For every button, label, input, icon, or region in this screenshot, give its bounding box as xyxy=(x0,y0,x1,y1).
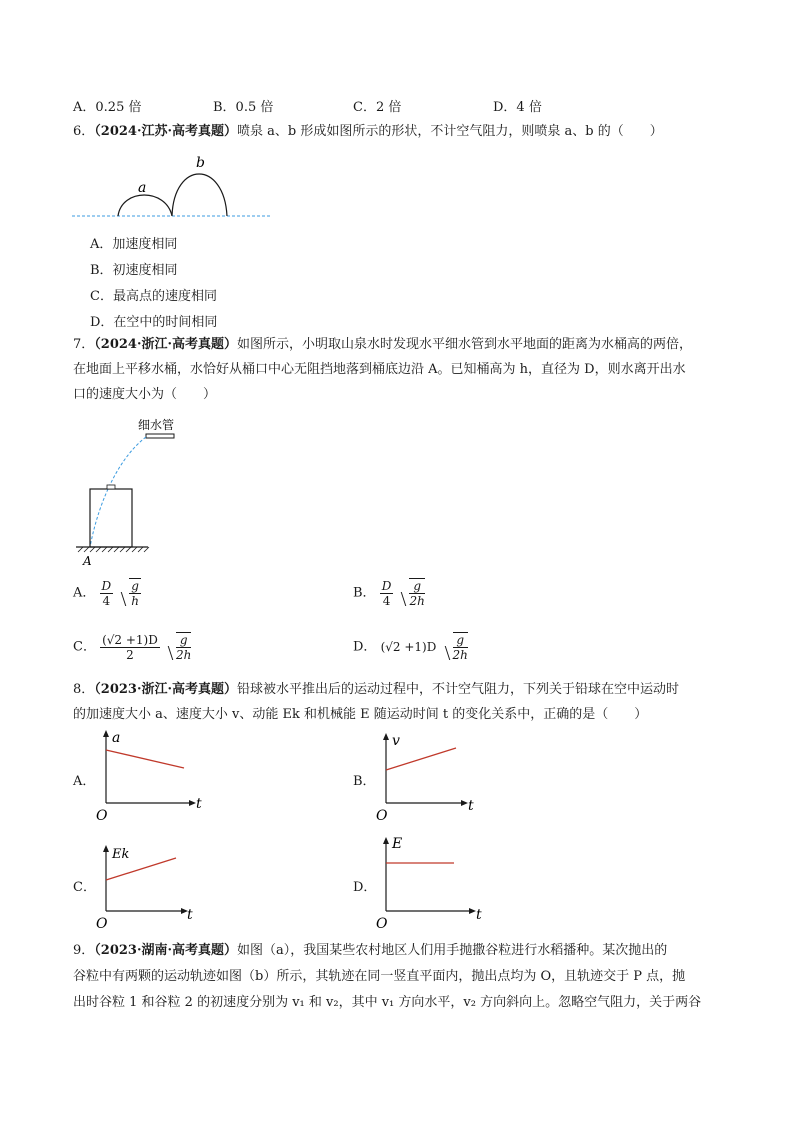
q5-option-d: D．4 倍 xyxy=(493,100,542,115)
graph-a-xlabel: t xyxy=(196,796,202,812)
bucket xyxy=(90,489,132,547)
q9-source: （2023·湖南·高考真题） xyxy=(94,943,238,958)
q6-stem xyxy=(73,123,663,141)
point-a-label: A xyxy=(83,554,92,568)
q6-option-d: D．在空中的时间相同 xyxy=(90,315,218,330)
q7-option-c xyxy=(73,632,191,662)
q7-option-c-sqrt: $\frac{g}{2h}$ xyxy=(166,632,191,662)
q5-option-a: A．0.25 倍 xyxy=(73,100,142,115)
pipe-label: 细水管 xyxy=(138,418,175,432)
q8-graph-a xyxy=(92,728,212,823)
graph-c-origin: O xyxy=(96,916,108,932)
q6-fountain-figure xyxy=(70,150,280,225)
bucket-mouth xyxy=(107,485,115,489)
q9-stem-line1 xyxy=(73,942,667,960)
q6-stem-text: 喷泉 a、b 形成如图所示的形状，不计空气阻力，则喷泉 a、b 的（ ） xyxy=(237,124,663,139)
q8-option-d-label: D． xyxy=(353,880,377,895)
q7-option-a-fraction: $\frac{D}{4}$ xyxy=(101,578,112,608)
graph-d-origin: O xyxy=(376,916,388,932)
graph-c-xlabel: t xyxy=(187,907,193,923)
q7-bucket-figure xyxy=(70,415,210,570)
q7-option-d xyxy=(353,632,468,662)
ground-hatch xyxy=(78,547,149,552)
q9-stem-line3: 出时谷粒 1 和谷粒 2 的初速度分别为 v₁ 和 v₂，其中 v₁ 方向水平，v₂ 方向斜向上。忽略空气阻力，关于两谷 xyxy=(73,995,702,1010)
q7-number: 7． xyxy=(73,337,95,352)
q7-option-c-prefix: C． xyxy=(73,639,96,655)
graph-a-origin: O xyxy=(96,808,108,824)
q7-option-d-prefix: D． xyxy=(353,639,377,655)
graph-b-xlabel: t xyxy=(468,798,474,814)
water-pipe xyxy=(146,434,174,438)
q8-graph-d xyxy=(372,832,497,930)
fountain-b-label: b xyxy=(196,155,205,171)
water-trajectory xyxy=(90,437,146,547)
q7-option-a-prefix: A． xyxy=(73,585,96,601)
q7-option-a xyxy=(73,578,141,608)
q7-stem-line1 xyxy=(73,336,692,354)
q8-stem-line2: 的加速度大小 a、速度大小 v、动能 Ek 和机械能 E 随运动时间 t 的变化关系中，正确的是（ ） xyxy=(73,707,648,722)
q7-option-b-sqrt: $\frac{g}{2h}$ xyxy=(399,578,424,608)
graph-a-ylabel: a xyxy=(112,730,121,746)
q7-option-c-fraction: $\frac{(√2 +1)D}{2}$ xyxy=(102,632,158,662)
q7-stem-line3: 口的速度大小为（ ） xyxy=(73,387,217,402)
q9-number: 9． xyxy=(73,943,95,958)
q8-option-b-label: B． xyxy=(353,774,376,789)
q7-option-d-coef: (√2 +1)D xyxy=(380,640,437,654)
q7-option-d-sqrt: $\frac{g}{2h}$ xyxy=(443,632,468,662)
q7-source: （2024·浙江·高考真题） xyxy=(94,337,238,352)
q7-option-b-fraction: $\frac{D}{4}$ xyxy=(381,578,392,608)
q9-stem-line2: 谷粒中有两颗的运动轨迹如图（b）所示，其轨迹在同一竖直平面内，抛出点均为 O，且轨迹交于 P 点，抛 xyxy=(73,969,686,984)
q8-option-a-label: A． xyxy=(73,774,96,789)
q8-stem-line1 xyxy=(73,681,679,699)
q8-source: （2023·浙江·高考真题） xyxy=(94,682,238,697)
fountain-b-arc xyxy=(172,174,227,216)
q5-option-b: B．0.5 倍 xyxy=(213,100,274,115)
graph-d-ylabel: E xyxy=(392,836,403,852)
q7-stem-line2: 在地面上平移水桶，水恰好从桶口中心无阻挡地落到桶底边沿 A。已知桶高为 h，直径为 D，则水离开出水 xyxy=(73,362,686,377)
q8-graph-c xyxy=(92,838,212,930)
q5-option-c: C．2 倍 xyxy=(353,100,402,115)
q7-line1-text: 如图所示，小明取山泉水时发现水平细水管到水平地面的距离为水桶高的两倍， xyxy=(237,337,693,352)
q8-number: 8． xyxy=(73,682,95,697)
graph-b-ylabel: v xyxy=(392,733,400,749)
q7-option-a-sqrt: $\frac{g}{h}$ xyxy=(119,578,141,608)
q7-option-b xyxy=(353,578,425,608)
graph-b-origin: O xyxy=(376,808,388,824)
graph-b-curve xyxy=(386,748,456,770)
q8-option-c-label: C． xyxy=(73,880,96,895)
q6-option-b: B．初速度相同 xyxy=(90,263,178,278)
q6-number: 6． xyxy=(73,124,95,139)
fountain-a-label: a xyxy=(138,180,147,196)
q8-line1-text: 铅球被水平推出后的运动过程中，不计空气阻力，下列关于铅球在空中运动时 xyxy=(237,682,680,697)
q7-option-b-prefix: B． xyxy=(353,585,376,601)
q9-line1-text: 如图（a），我国某些农村地区人们用手抛撒谷粒进行水稻播种。某次抛出的 xyxy=(237,943,668,958)
q6-option-c: C．最高点的速度相同 xyxy=(90,289,217,304)
fountain-a-arc xyxy=(118,195,172,216)
graph-a-curve xyxy=(106,750,184,768)
graph-c-ylabel: Ek xyxy=(112,847,130,862)
q8-graph-b xyxy=(372,728,492,823)
q6-option-a: A．加速度相同 xyxy=(90,237,178,252)
graph-d-xlabel: t xyxy=(476,907,482,923)
q6-source: （2024·江苏·高考真题） xyxy=(94,124,238,139)
